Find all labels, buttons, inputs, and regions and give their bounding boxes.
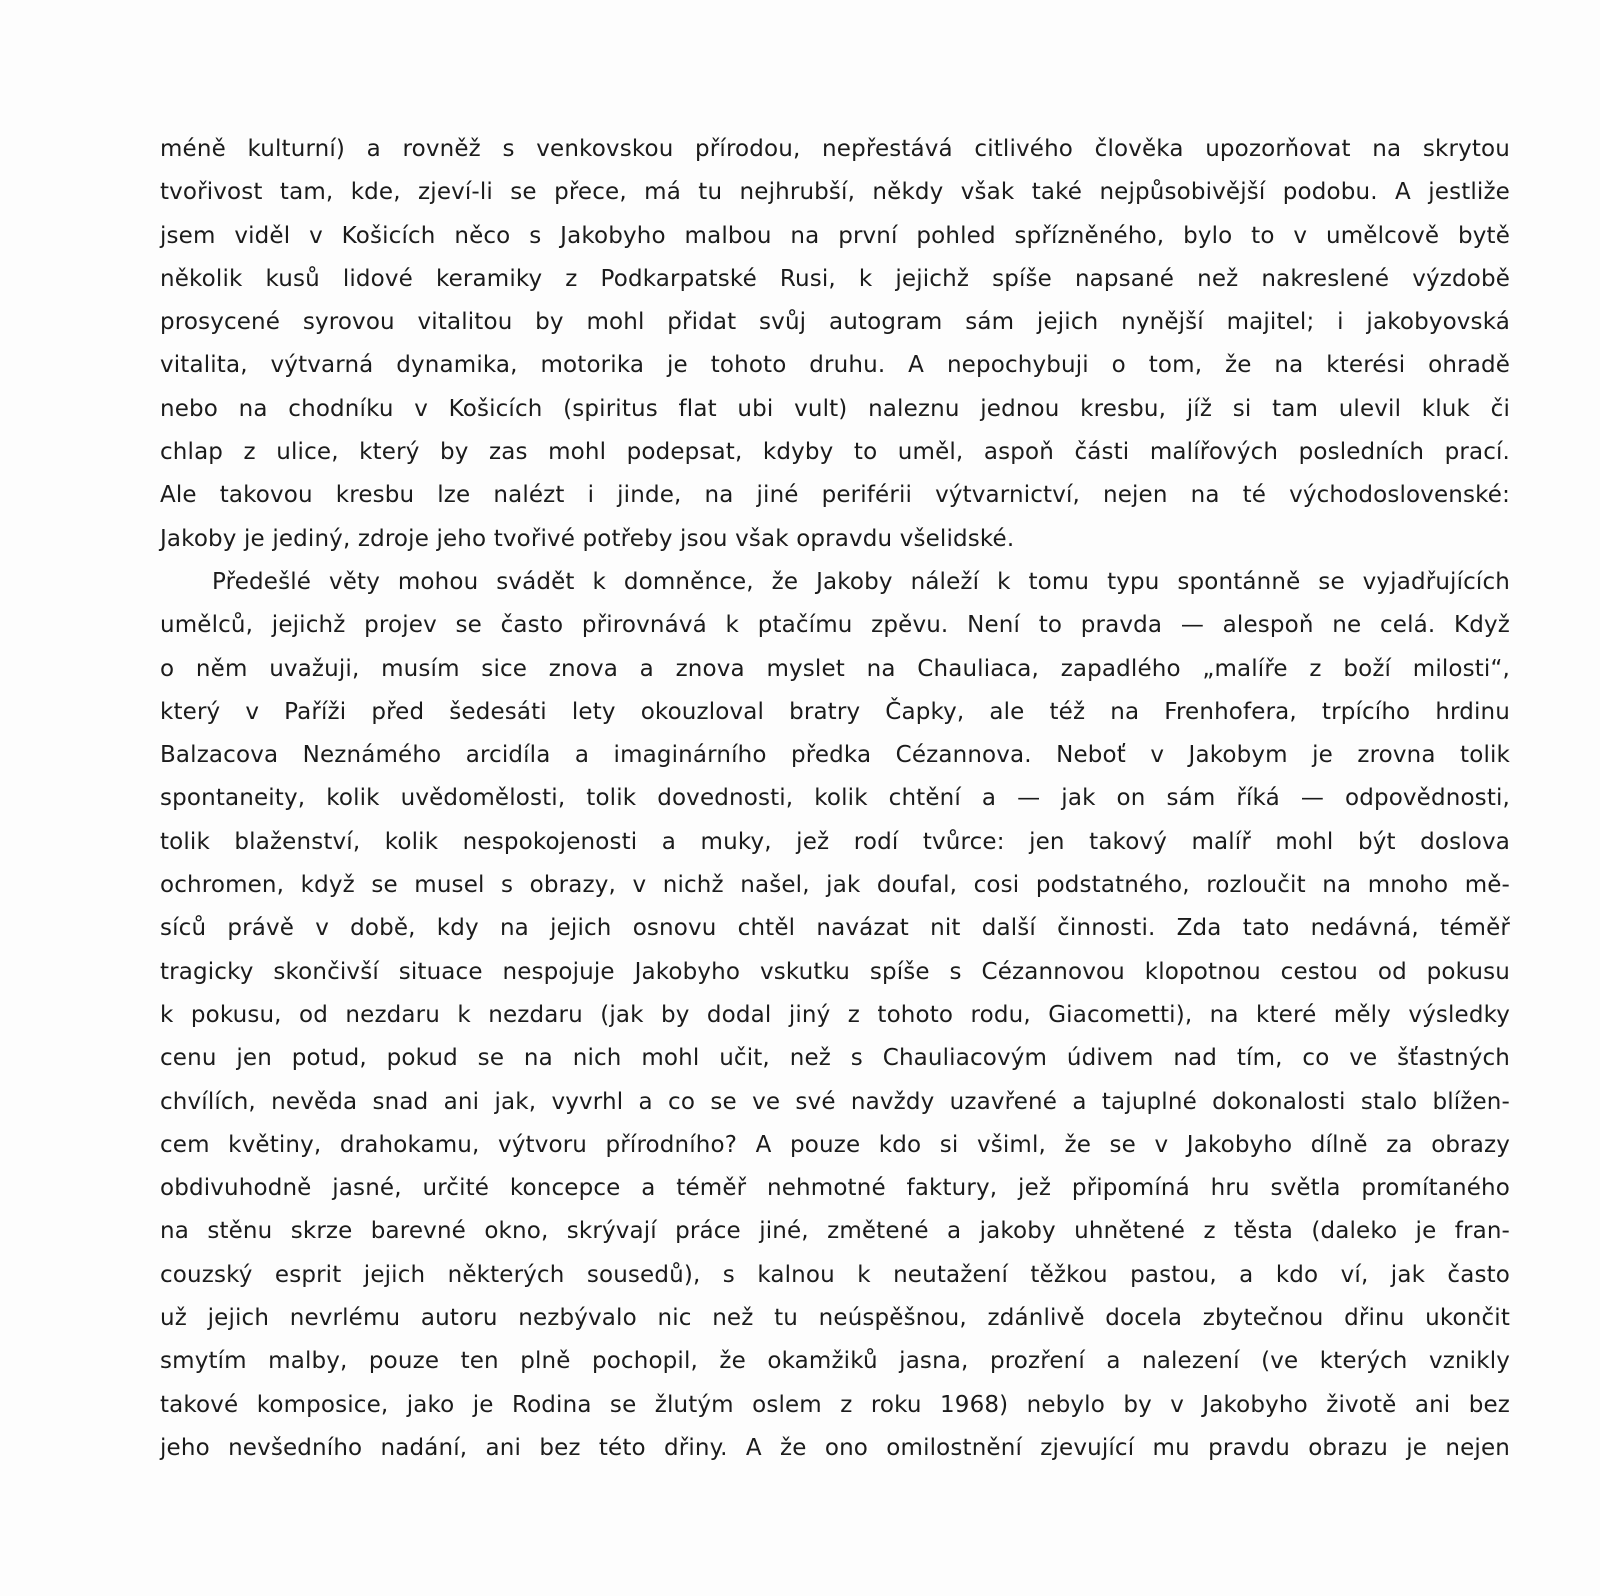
text-line: tvořivost tam, kde, zjeví-li se přece, má tu nejhrubší, někdy však také nejpůsobivější podobu. A jestliže [160, 179, 1510, 206]
text-line: Předešlé věty mohou svádět k domněnce, že Jakoby náleží k tomu typu spontánně se vyjadřujících [212, 568, 1510, 595]
text-line: tolik blaženství, kolik nespokojenosti a muky, jež rodí tvůrce: jen takový malíř mohl být doslova [160, 828, 1510, 855]
text-line: takové komposice, jako je Rodina se žlutým oslem z roku 1968) nebylo by v Jakobyho životě ani bez [160, 1391, 1510, 1418]
text-line: spontaneity, kolik uvědomělosti, tolik dovednosti, kolik chtění a — jak on sám říká — odpovědnosti, [160, 785, 1510, 812]
text-line: jsem viděl v Košicích něco s Jakobyho malbou na první pohled spřízněného, bylo to v umělcově bytě [160, 222, 1510, 249]
text-line: ochromen, když se musel s obrazy, v nichž našel, jak doufal, cosi podstatného, rozloučit na mnoho mě- [160, 872, 1510, 899]
text-line: prosycené syrovou vitalitou by mohl přidat svůj autogram sám jejich nynější majitel; i jakobyovská [160, 309, 1510, 336]
text-line: vitalita, výtvarná dynamika, motorika je tohoto druhu. A nepochybuji o tom, že na kterési ohradě [160, 352, 1510, 379]
text-line: tragicky skončivší situace nespojuje Jakobyho vskutku spíše s Cézannovou klopotnou cestou od pokusu [160, 958, 1510, 985]
text-line: Jakoby je jediný, zdroje jeho tvořivé potřeby jsou však opravdu všelidské. [160, 525, 1015, 552]
text-line: cem květiny, drahokamu, výtvoru přírodního? A pouze kdo si všiml, že se v Jakobyho dílně za obrazy [160, 1131, 1510, 1158]
text-line: umělců, jejichž projev se často přirovnává k ptačímu zpěvu. Není to pravda — alespoň ne celá. Když [160, 612, 1510, 639]
text-line: jeho nevšedního nadání, ani bez této dřiny. A že ono omilostnění zjevující mu pravdu obrazu je nejen [160, 1434, 1510, 1461]
text-line: síců právě v době, kdy na jejich osnovu chtěl navázat nit další činnosti. Zda tato nedávná, téměř [160, 915, 1510, 942]
text-line: couzský esprit jejich některých sousedů), s kalnou k neutažení těžkou pastou, a kdo ví, jak často [160, 1261, 1510, 1288]
text-line: na stěnu skrze barevné okno, skrývají práce jiné, změtené a jakoby uhnětené z těsta (daleko je fran- [160, 1218, 1510, 1245]
text-line: k pokusu, od nezdaru k nezdaru (jak by dodal jiný z tohoto rodu, Giacometti), na které měly výsledky [160, 1001, 1510, 1028]
text-line: Balzacova Neznámého arcidíla a imaginárního předka Cézannova. Neboť v Jakobym je zrovna tolik [160, 742, 1510, 769]
body-text [160, 128, 1510, 1470]
text-line: Ale takovou kresbu lze nalézt i jinde, na jiné periférii výtvarnictví, nejen na té východoslovenské: [160, 482, 1510, 509]
text-line: chvílích, nevěda snad ani jak, vyvrhl a co se ve své navždy uzavřené a tajuplné dokonalosti stalo blížen- [160, 1088, 1510, 1115]
text-line: několik kusů lidové keramiky z Podkarpatské Rusi, k jejichž spíše napsané než nakreslené výzdobě [160, 265, 1510, 292]
paragraph [160, 561, 1510, 1470]
paragraph [160, 128, 1510, 561]
text-line: který v Paříži před šedesáti lety okouzloval bratry Čapky, ale též na Frenhofera, trpícího hrdinu [160, 698, 1510, 725]
text-line: méně kulturní) a rovněž s venkovskou přírodou, nepřestává citlivého člověka upozorňovat na skrytou [160, 136, 1510, 162]
text-line: chlap z ulice, který by zas mohl podepsat, kdyby to uměl, aspoň části malířových posledních prací. [160, 439, 1510, 466]
text-line: cenu jen potud, pokud se na nich mohl učit, než s Chauliacovým údivem nad tím, co ve šťastných [160, 1045, 1510, 1072]
text-line: nebo na chodníku v Košicích (spiritus flat ubi vult) naleznu jednou kresbu, jíž si tam ulevil kluk či [160, 395, 1510, 422]
text-line: obdivuhodně jasné, určité koncepce a téměř nehmotné faktury, jež připomíná hru světla promítaného [160, 1175, 1510, 1202]
text-line: smytím malby, pouze ten plně pochopil, že okamžiků jasna, prozření a nalezení (ve kterých vznikly [160, 1348, 1510, 1375]
text-line: už jejich nevrlému autoru nezbývalo nic než tu neúspěšnou, zdánlivě docela zbytečnou dřinu ukončit [160, 1305, 1510, 1332]
text-line: o něm uvažuji, musím sice znova a znova myslet na Chauliaca, zapadlého „malíře z boží milosti“, [160, 655, 1510, 682]
